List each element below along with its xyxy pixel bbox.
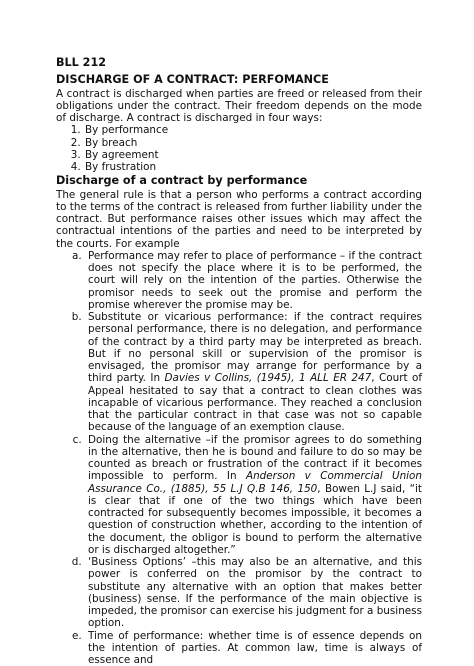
course-code: BLL 212 xyxy=(56,57,422,69)
discharge-ways-list xyxy=(56,124,422,173)
item-text-before: Substitute or vicarious performance: if the contract requires personal performance, there is no delegation, and performance of the contract by a third party may be interpreted as breach. But if no personal skill or supervision of the promisor is envisaged, the promisor may arrange for performance by a third party. In xyxy=(88,311,422,384)
case-citation: Anderson v Commercial Union Assurance Co., (1885), 55 L.J Q.B 146, 150 xyxy=(88,470,422,494)
case-citation: Davies v Collins, (1945), 1 ALL ER 247 xyxy=(164,372,371,384)
section-heading: Discharge of a contract by performance xyxy=(56,175,422,187)
list-item-d xyxy=(85,556,422,630)
performance-issues-list xyxy=(56,250,422,666)
list-item-e xyxy=(85,630,422,666)
list-item-c xyxy=(85,434,422,557)
item-text: ‘Business Options’ –this may also be an alternative, and this power is conferred on the promisor by the contract to substitute any alternative with an option that makes better (business) sense. If the performance of the main objective is impeded, the promisor can exercise his judgment for a business option. xyxy=(88,556,422,629)
list-item: 3. By agreement xyxy=(84,149,422,161)
item-text-after: , Bowen L.J said, “it is clear that if one of the two things which have been contracted for subsequently becomes impossible, it becomes a question of construction whether, according to the intention of the document, the obligor is bound to perform the alternative or is discharged altogether.” xyxy=(88,483,422,556)
item-text-after: , Court of Appeal hesitated to say that a contract to clean clothes was incapable of vicarious performance. They reached a conclusion that the particular contract in that case was not so capable because of the language of an exemption clause. xyxy=(88,372,422,433)
item-text: Time of performance: whether time is of essence depends on the intention of parties. At common law, time is always of essence and xyxy=(88,630,422,666)
list-item-b xyxy=(85,311,422,434)
intro-paragraph: A contract is discharged when parties are freed or released from their obligations under the contract. Their freedom depends on the mode of discharge. A contract is discharged in four ways: xyxy=(56,88,422,125)
item-text-before: Doing the alternative –if the promisor agrees to do something in the alternative, then he is bound and failure to do so may be counted as breach or frustration of the contract if it becomes impossible to perform. In xyxy=(88,434,422,483)
document-title: DISCHARGE OF A CONTRACT: PERFOMANCE xyxy=(56,74,422,86)
general-rule-paragraph: The general rule is that a person who performs a contract according to the terms of the contract is released from further liability under the contract. But performance raises other issues which may affect the contractual intentions of the parties and need to be interpreted by the courts. For example xyxy=(56,189,422,250)
list-item: 1. By performance xyxy=(84,124,422,136)
item-text: Performance may refer to place of performance – if the contract does not specify the place where it is to be performed, the court will rely on the intention of the parties. Otherwise the promisor needs to seek out the promise and perform the promise wherever the promise may be. xyxy=(88,250,422,311)
list-item: 2. By breach xyxy=(84,137,422,149)
list-item-a xyxy=(85,250,422,311)
list-item: 4. By frustration xyxy=(84,161,422,173)
